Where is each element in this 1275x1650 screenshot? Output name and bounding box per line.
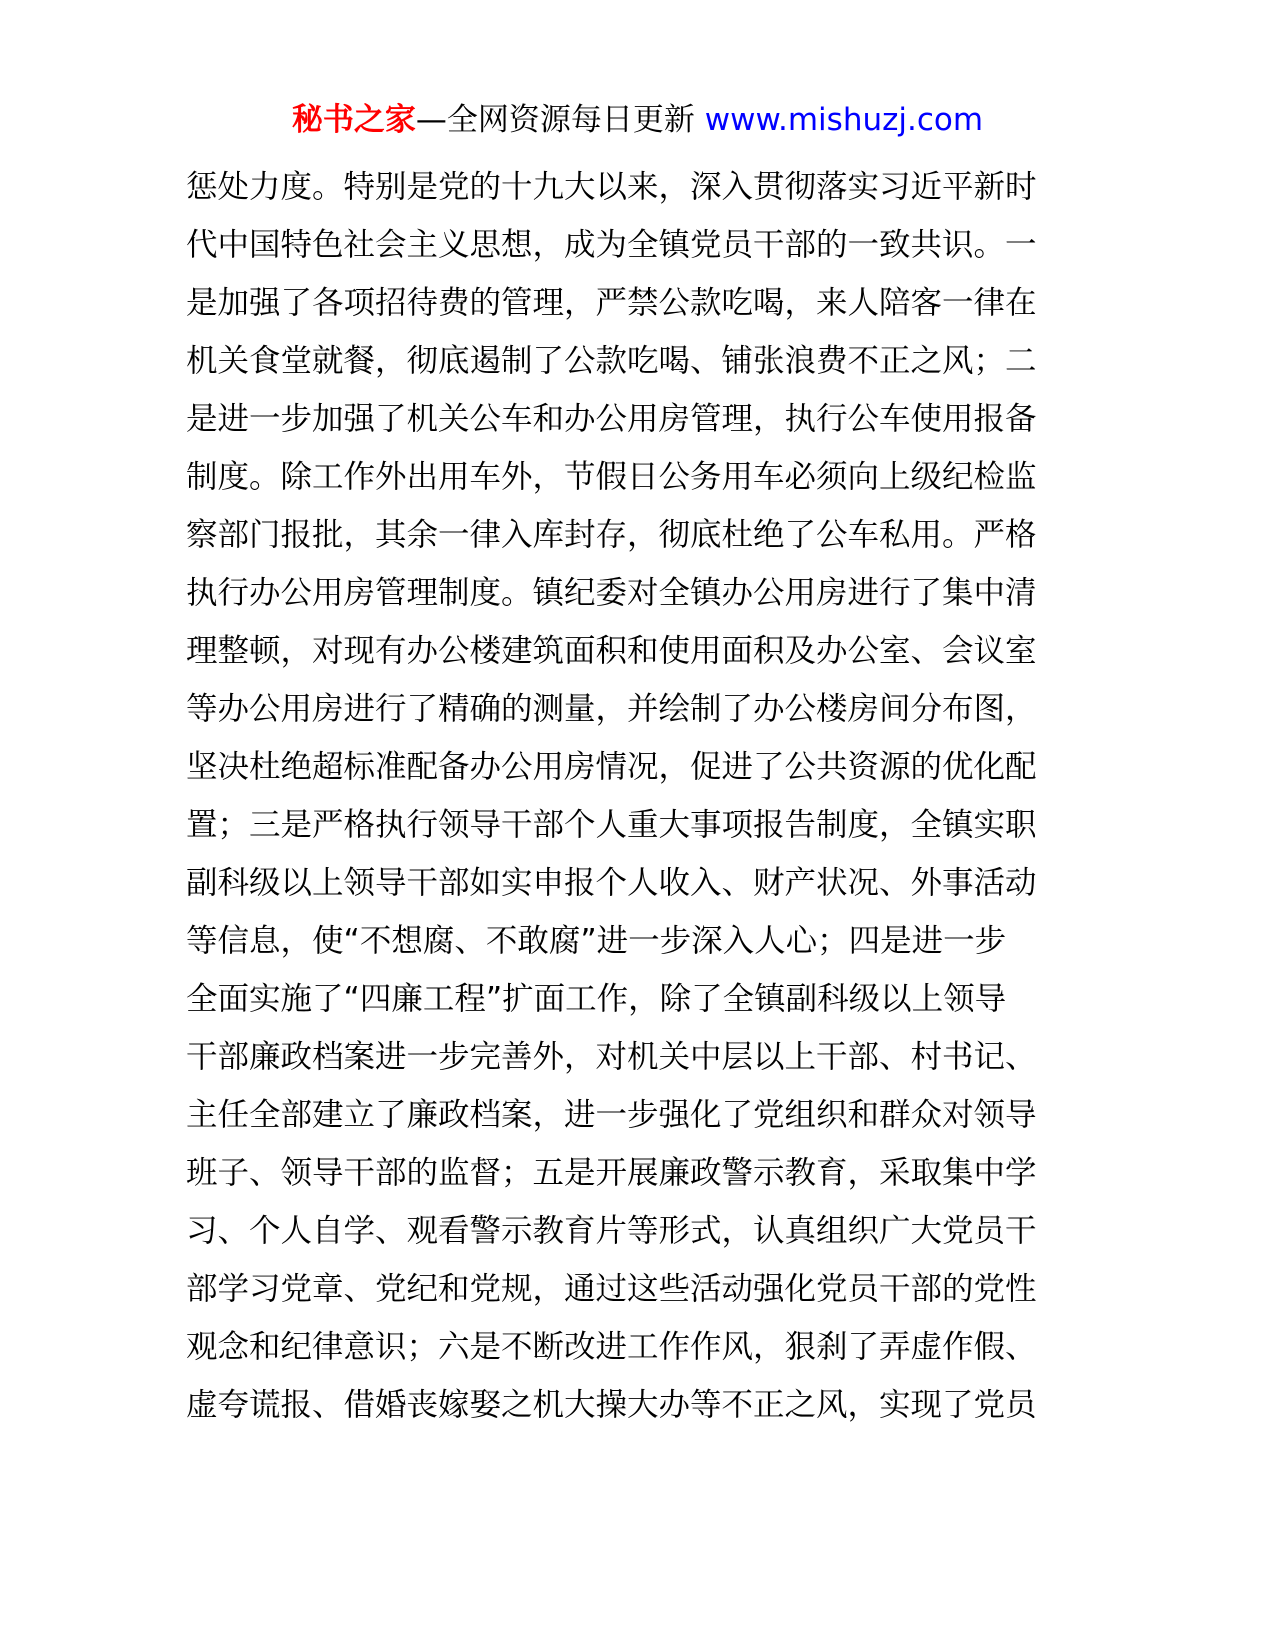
- text-line: 理整顿，对现有办公楼建筑面积和使用面积及办公室、会议室: [186, 633, 1037, 669]
- text-line: 虚夸谎报、借婚丧嫁娶之机大操大办等不正之风，实现了党员: [186, 1387, 1037, 1423]
- text-line: 惩处力度。特别是党的十九大以来，深入贯彻落实习近平新时: [186, 169, 1037, 205]
- site-tagline: —全网资源每日更新: [415, 102, 705, 138]
- text-line: 主任全部建立了廉政档案，进一步强化了党组织和群众对领导: [186, 1097, 1037, 1133]
- page-header: [0, 98, 1275, 142]
- text-line: 班子、领导干部的监督；五是开展廉政警示教育，采取集中学: [186, 1155, 1037, 1191]
- text-line: 等办公用房进行了精确的测量，并绘制了办公楼房间分布图，: [186, 691, 1037, 727]
- text-line: 坚决杜绝超标准配备办公用房情况，促进了公共资源的优化配: [186, 749, 1037, 785]
- text-line: 习、个人自学、观看警示教育片等形式，认真组织广大党员干: [186, 1213, 1037, 1249]
- site-url-link[interactable]: www.mishuzj.com: [704, 102, 984, 138]
- text-line: 等信息，使“不想腐、不敢腐”进一步深入人心；四是进一步: [186, 923, 1007, 959]
- document-body: [186, 158, 1091, 1434]
- text-line: 机关食堂就餐，彻底遏制了公款吃喝、铺张浪费不正之风；二: [186, 343, 1037, 379]
- text-line: 是加强了各项招待费的管理，严禁公款吃喝，来人陪客一律在: [186, 285, 1037, 321]
- text-line: 代中国特色社会主义思想，成为全镇党员干部的一致共识。一: [186, 227, 1037, 263]
- text-line: 干部廉政档案进一步完善外，对机关中层以上干部、村书记、: [186, 1039, 1037, 1075]
- text-line: 观念和纪律意识；六是不断改进工作作风，狠刹了弄虚作假、: [186, 1329, 1037, 1365]
- text-line: 执行办公用房管理制度。镇纪委对全镇办公用房进行了集中清: [186, 575, 1037, 611]
- text-line: 察部门报批，其余一律入库封存，彻底杜绝了公车私用。严格: [186, 517, 1037, 553]
- text-line: 是进一步加强了机关公车和办公用房管理，执行公车使用报备: [186, 401, 1037, 437]
- text-line: 置；三是严格执行领导干部个人重大事项报告制度，全镇实职: [186, 807, 1037, 843]
- text-line: 部学习党章、党纪和党规，通过这些活动强化党员干部的党性: [186, 1271, 1037, 1307]
- text-line: 制度。除工作外出用车外，节假日公务用车必须向上级纪检监: [186, 459, 1037, 495]
- text-line: 全面实施了“四廉工程”扩面工作，除了全镇副科级以上领导: [186, 981, 1007, 1017]
- site-brand: 秘书之家: [291, 102, 416, 138]
- text-line: 副科级以上领导干部如实申报个人收入、财产状况、外事活动: [186, 865, 1037, 901]
